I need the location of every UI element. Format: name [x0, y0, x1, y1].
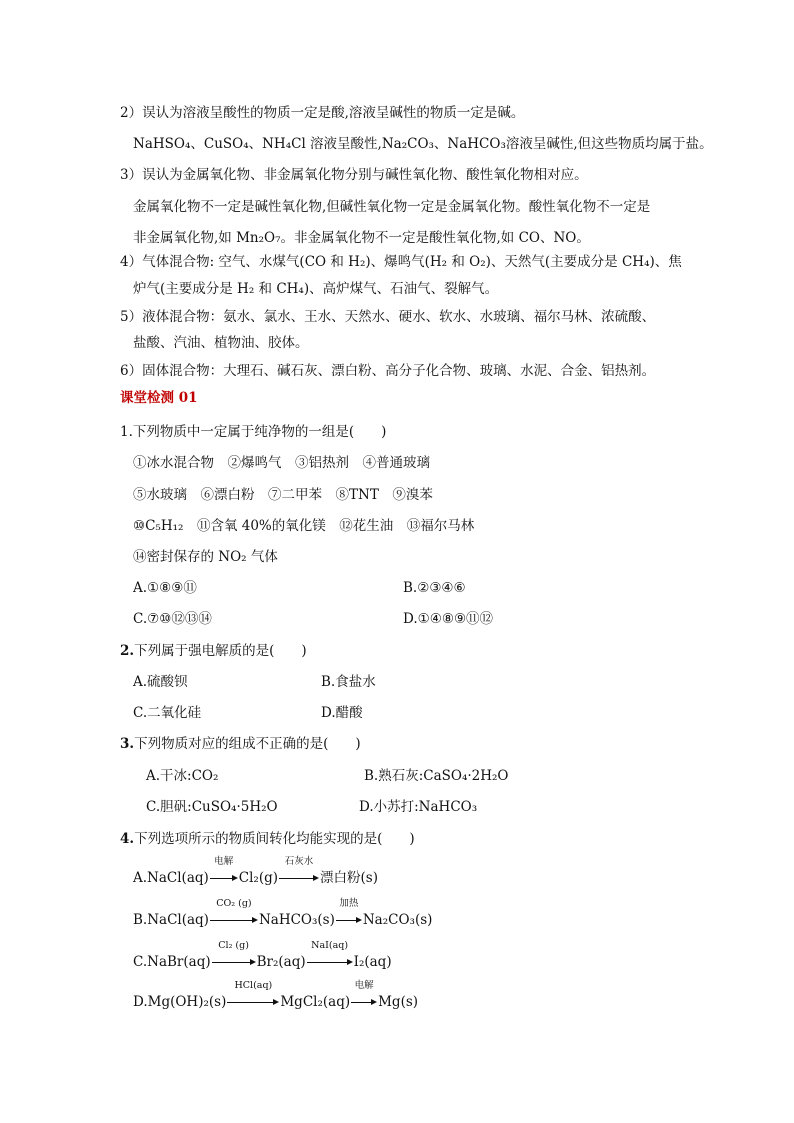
q4-option-a[interactable]	[133, 856, 378, 887]
q3-stem: 下列物质对应的组成不正确的是( )	[134, 736, 361, 752]
arrow-icon	[279, 875, 319, 883]
q4-c-mid: Br₂(aq)	[256, 954, 306, 970]
q1-option-b[interactable]: B.②③④⑥	[403, 580, 466, 596]
q4-d-start: D.Mg(OH)₂(s)	[133, 994, 227, 1010]
arrow-icon	[351, 999, 377, 1007]
q3-stem-line	[120, 735, 361, 753]
arrow-icon	[336, 917, 362, 925]
q4-c-start: C.NaBr(aq)	[133, 954, 211, 970]
q4-c-end: I₂(aq)	[353, 954, 392, 970]
q4-option-c[interactable]	[133, 940, 392, 971]
q1-stem: 1.下列物质中一定属于纯净物的一组是( )	[120, 424, 387, 440]
q4-a-start: A.NaCl(aq)	[133, 870, 209, 886]
q1-option-d[interactable]: D.①④⑧⑨⑪⑫	[403, 611, 494, 627]
arrow-icon	[210, 917, 258, 925]
reaction-arrow	[279, 856, 319, 887]
note-3-line2: 非金属氧化物,如 Mn₂O₇。非金属氧化物不一定是酸性氧化物,如 CO、NO。	[133, 230, 590, 246]
q1-items-row3: ⑩C₅H₁₂ ⑪含氧 40%的氧化镁 ⑫花生油 ⑬福尔马林	[133, 518, 475, 534]
q4-stem-line	[120, 830, 415, 848]
reaction-arrow	[307, 940, 353, 971]
reaction-arrow	[336, 898, 362, 929]
q3-option-d[interactable]: D.小苏打:NaHCO₃	[359, 799, 478, 815]
reaction-arrow	[210, 898, 258, 929]
q1-option-a[interactable]: A.①⑧⑨⑪	[133, 580, 197, 596]
note-5-line2: 盐酸、汽油、植物油、胶体。	[133, 335, 309, 351]
q1-option-c[interactable]: C.⑦⑩⑫⑬⑭	[133, 611, 212, 627]
q4-b-mid: NaHCO₃(s)	[258, 912, 335, 928]
note-2: 2）误认为溶液呈酸性的物质一定是酸,溶液呈碱性的物质一定是碱。	[120, 105, 525, 121]
arrow-condition: CO₂ (g)	[216, 898, 252, 909]
q4-stem: 下列选项所示的物质间转化均能实现的是( )	[134, 831, 415, 847]
note-4-line1: 4）气体混合物: 空气、水煤气(CO 和 H₂)、爆鸣气(H₂ 和 O₂)、天然气(主要成分是 CH₄)、焦	[120, 254, 682, 270]
note-3-line1: 金属氧化物不一定是碱性氧化物,但碱性氧化物一定是金属氧化物。酸性氧化物不一定是	[133, 199, 651, 215]
q2-option-d[interactable]: D.醋酸	[321, 705, 363, 721]
q2-option-b[interactable]: B.食盐水	[321, 674, 376, 690]
arrow-condition: Cl₂ (g)	[218, 940, 249, 951]
section-heading: 课堂检测 01	[120, 390, 198, 406]
arrow-condition: 电解	[354, 980, 374, 991]
arrow-condition: 加热	[339, 898, 359, 909]
q3-option-c[interactable]: C.胆矾:CuSO₄·5H₂O	[146, 799, 278, 815]
arrow-icon	[227, 999, 279, 1007]
q4-option-b[interactable]	[133, 898, 433, 929]
q2-option-c[interactable]: C.二氧化硅	[133, 705, 202, 721]
reaction-arrow	[227, 980, 279, 1011]
reaction-arrow	[351, 980, 377, 1011]
arrow-icon	[212, 959, 256, 967]
q4-d-end: Mg(s)	[378, 994, 419, 1010]
q3-option-b[interactable]: B.熟石灰:CaSO₄·2H₂O	[364, 768, 509, 784]
q1-items-row2: ⑤水玻璃 ⑥漂白粉 ⑦二甲苯 ⑧TNT ⑨溴苯	[133, 487, 433, 503]
arrow-icon	[210, 875, 238, 883]
q4-a-mid: Cl₂(g)	[238, 870, 279, 886]
note-2-example: NaHSO₄、CuSO₄、NH₄Cl 溶液呈酸性,Na₂CO₃、NaHCO₃溶液呈碱性,但这些物质均属于盐。	[133, 136, 713, 152]
q1-items-row4: ⑭密封保存的 NO₂ 气体	[133, 549, 278, 565]
q2-number: 2.	[120, 643, 135, 659]
q1-items-row1: ①冰水混合物 ②爆鸣气 ③铝热剂 ④普通玻璃	[133, 455, 430, 471]
note-4-line2: 炉气(主要成分是 H₂ 和 CH₄)、高炉煤气、石油气、裂解气。	[133, 281, 499, 297]
q3-option-a[interactable]: A.干冰:CO₂	[146, 768, 219, 784]
q4-b-start: B.NaCl(aq)	[133, 912, 209, 928]
note-6: 6）固体混合物：大理石、碱石灰、漂白粉、高分子化合物、玻璃、水泥、合金、铝热剂。	[120, 363, 656, 379]
arrow-condition: NaI(aq)	[311, 940, 349, 951]
q4-b-end: Na₂CO₃(s)	[362, 912, 433, 928]
arrow-condition: 石灰水	[284, 856, 314, 867]
note-5-line1: 5）液体混合物：氨水、氯水、王水、天然水、硬水、软水、水玻璃、福尔马林、浓硫酸、	[120, 309, 656, 325]
q3-number: 3.	[120, 736, 135, 752]
q4-number: 4.	[120, 831, 135, 847]
q2-option-a[interactable]: A.硫酸钡	[133, 674, 188, 690]
note-3: 3）误认为金属氧化物、非金属氧化物分别与碱性氧化物、酸性氧化物相对应。	[120, 167, 588, 183]
q2-stem: 下列属于强电解质的是( )	[134, 643, 307, 659]
q4-a-end: 漂白粉(s)	[320, 870, 378, 886]
reaction-arrow	[212, 940, 256, 971]
arrow-icon	[307, 959, 353, 967]
arrow-condition: 电解	[214, 856, 234, 867]
q4-option-d[interactable]	[133, 980, 419, 1011]
q2-stem-line	[120, 642, 307, 660]
q4-d-mid: MgCl₂(aq)	[280, 994, 351, 1010]
arrow-condition: HCl(aq)	[234, 980, 273, 991]
reaction-arrow	[210, 856, 238, 887]
